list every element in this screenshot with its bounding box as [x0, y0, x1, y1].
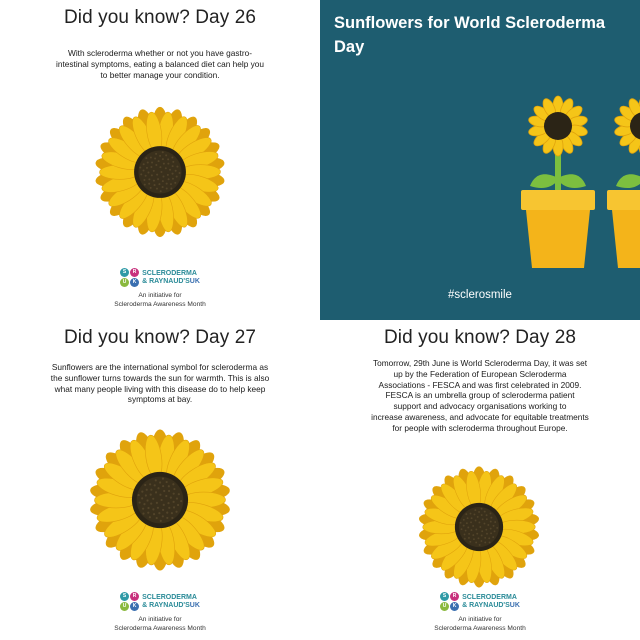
- potted-sunflowers-illustration: [320, 0, 640, 320]
- panel-body: [10, 362, 310, 405]
- body-line: the sunflower turns towards the sun for warmth. This is also: [50, 372, 270, 383]
- panel-title: Did you know? Day 27: [63, 327, 257, 348]
- body-line: what many people living with this disease do to help keep: [54, 383, 266, 394]
- body-line: With scleroderma whether or not you have gastro-: [68, 48, 252, 58]
- potted-sunflower-icon: [521, 96, 595, 268]
- initiative-text: An initiative for Scleroderma Awareness Month: [114, 292, 206, 308]
- hashtag: #sclerosmile: [448, 289, 512, 301]
- body-line: up by the Federation of European Scleroderma: [393, 368, 567, 379]
- body-line: for people with scleroderma throughout Europe.: [392, 422, 568, 433]
- body-line: support and advocacy organisations working to: [393, 401, 567, 412]
- panel-day-26: [0, 0, 320, 320]
- body-line: FESCA is an umbrella group of scleroderma patient: [385, 390, 575, 401]
- scleroderma-logo: [0, 268, 320, 309]
- logo-mark-icon: S R U K: [120, 268, 140, 288]
- potted-sunflower-icon: [607, 96, 640, 268]
- body-line: increase awareness, and advocate for equitable treatments: [371, 411, 589, 422]
- panel-world-scleroderma-day: [320, 0, 640, 320]
- initiative-text: An initiative for Scleroderma Awareness Month: [114, 616, 206, 632]
- logo-mark-icon: S R U K: [120, 592, 140, 612]
- body-line: Sunflowers are the international symbol for scleroderma as: [51, 362, 269, 372]
- poster-title: Sunflowers for World Scleroderma Day: [334, 14, 606, 56]
- scleroderma-logo: [320, 592, 640, 633]
- body-line: intestinal symptoms, eating a balanced diet can help you: [55, 58, 264, 69]
- scleroderma-logo: [0, 592, 320, 633]
- panel-title: Did you know? Day 28: [383, 327, 577, 348]
- logo-wordmark: SCLERODERMA & RAYNAUD'SUK: [142, 594, 200, 609]
- panel-day-27: [0, 320, 320, 640]
- sunflower-image: [412, 460, 546, 594]
- body-line: Tomorrow, 29th June is World Scleroderma Day, it was set: [372, 358, 588, 368]
- logo-mark-icon: S R U K: [440, 592, 460, 612]
- body-line: to better manage your condition.: [100, 69, 220, 80]
- panel-day-28: [320, 320, 640, 640]
- panel-body: [20, 48, 300, 80]
- initiative-text: An initiative for Scleroderma Awareness Month: [434, 616, 526, 632]
- panel-body: [330, 358, 630, 434]
- logo-wordmark: SCLERODERMA & RAYNAUD'SUK: [462, 594, 520, 609]
- logo-wordmark: SCLERODERMA & RAYNAUD'SUK: [142, 270, 200, 285]
- sunflower-image: [88, 100, 232, 244]
- sunflower-image: [82, 422, 238, 578]
- panel-title: Did you know? Day 26: [63, 7, 257, 28]
- body-line: symptoms at bay.: [127, 394, 193, 405]
- body-line: Associations - FESCA and was first celebrated in 2009.: [378, 379, 582, 390]
